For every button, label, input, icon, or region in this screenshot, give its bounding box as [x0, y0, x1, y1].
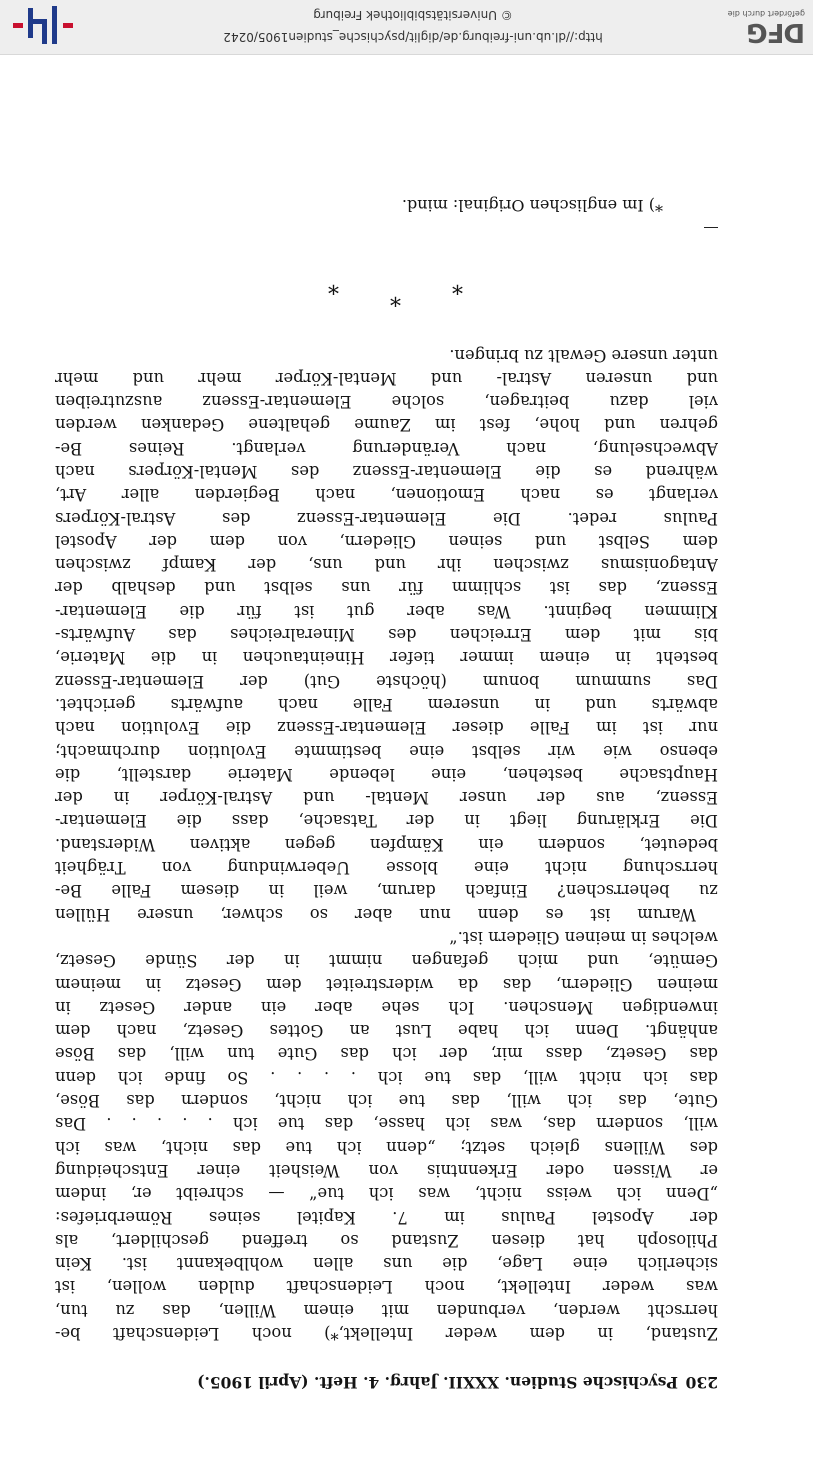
text-line: während es die Elementar-Essenz des Mental-Körpers nach	[55, 462, 718, 482]
text-line: Paulus redet. Die Elementar-Essenz des Astral-Körpers	[55, 508, 718, 528]
text-line: und unseren Astral- und Mental-Körper mehr und mehr	[55, 368, 718, 388]
source-url[interactable]: http://dl.ub.uni-freiburg.de/diglit/psychische_studien1905/0242	[223, 30, 603, 44]
text-line: unter unsere Gewalt zu bringen.	[449, 345, 718, 365]
text-line: des Willens gleich setzt; „denn ich tue das nicht, was ich	[55, 1137, 718, 1157]
text-line: viel dazu beitragen, solche Elementar-Essenz auszutreiben	[55, 392, 718, 412]
text-line: Essenz, das ist schlimm für uns selbst und deshalb der	[55, 578, 718, 598]
text-line: er Wissen oder Erkenntnis von Weisheit einer Entscheidung	[55, 1160, 718, 1180]
footer-text	[133, 4, 693, 48]
text-line: Das summum bonum (höchste Gut) der Elementar-Essenz	[55, 671, 718, 691]
text-line: Abwechselung, nach Veränderung verlangt. Reines Be-	[55, 438, 718, 458]
footnote-rule	[704, 227, 718, 228]
footer-band	[0, 0, 813, 55]
text-line: der Apostel Paulus im 7. Kapitel seines Römerbriefes:	[55, 1207, 718, 1227]
text-line: Die Erklärung liegt in der Tatsache, dass die Elementar-	[55, 811, 718, 831]
text-line: was weder Intellekt, noch Leidenschaft dulden wollen, ist	[55, 1277, 718, 1297]
text-line: sicherlich eine Lage, die uns allen wohlbekannt ist. Kein	[55, 1254, 718, 1274]
ub-freiburg-logo-icon	[7, 4, 77, 48]
text-line: herrschung nicht eine blosse Ueberwindung von Trägheit	[55, 858, 718, 878]
text-line: Essenz, aus der unser Mental- und Astral-Körper in der	[55, 788, 718, 808]
text-line: das Gesetz, dass mir, der ich das Gute tun will, das Böse	[55, 1044, 718, 1064]
dfg-caption: gefördert durch die	[727, 9, 805, 18]
asterisk: *	[452, 272, 463, 297]
text-line: bis mit dem Erreichen des Mineralreiches das Aufwärts-	[55, 625, 718, 645]
text-line: will, sondern das, was ich hasse, das tue ich . . . . . Das	[55, 1114, 718, 1134]
text-line: besteht in einem immer tiefer Hineintauchen in die Materie,	[55, 648, 718, 668]
text-line: Klimmen beginnt. Was aber gut ist für die Elementar-	[55, 601, 718, 621]
text-line: welches in meinen Gliedern ist.“	[449, 927, 718, 947]
page-header	[93, 1368, 718, 1392]
text-line: anhängt. Denn ich habe Lust an Gottes Gesetz, nach dem	[55, 1021, 718, 1041]
footnote: *) Im englischen Original: mind.	[401, 196, 663, 215]
copyright-notice: © Universitätsbibliothek Freiburg	[313, 8, 513, 22]
text-line: ebenso wie wir selbst eine bestimmte Evolution durchmacht;	[55, 741, 718, 761]
body-text	[55, 343, 718, 1345]
text-line: gehren und hohe, fest im Zaume gehaltene Gedanken werden	[55, 415, 718, 435]
asterisk: *	[390, 284, 401, 309]
text-line: verlangt es nach Emotionen, nach Begierden aller Art,	[55, 485, 718, 505]
text-line: „Denn ich weiss nicht, was ich tue“ — schreibt er, indem	[55, 1184, 718, 1204]
text-line: Zustand, in dem weder Intellekt,*) noch Leidenschaft be-	[55, 1324, 718, 1343]
text-line: abwärts und in unserem Falle nach aufwärts gerichtet.	[55, 694, 718, 714]
text-line: nur ist im Falle dieser Elementar-Essenz die Evolution nach	[55, 718, 718, 738]
text-line: meinen Gliedern, das da widerstreitet dem Gesetz in meinem	[55, 974, 718, 994]
asterism	[313, 257, 463, 309]
text-line: Hauptsache bestehen, eine lebende Materie darstellt, die	[55, 764, 718, 784]
text-line: inwendigen Menschen. Ich sehe aber ein ander Gesetz in	[55, 997, 718, 1017]
running-title: Psychische Studien. XXXII. Jahrg. 4. Heft. (April 1905.)	[197, 1373, 678, 1392]
text-line: Gemüte, und mich gefangen nimmt in der Sünde Gesetz,	[55, 951, 718, 971]
text-line: Warum ist es denn nun aber so schwer, unsere Hüllen	[55, 904, 696, 924]
asterisk: *	[328, 272, 339, 297]
text-line: Philosoph hat diesen Zustand so treffend geschildert, als	[55, 1230, 718, 1250]
text-line: dem Selbst und seinen Gliedern, von dem der Apostel	[55, 531, 718, 551]
text-line: herrscht werden, verbunden mit einem Willen, das zu tun,	[55, 1300, 718, 1320]
text-line: bedeutet, sondern ein Kämpfen gegen aktiven Widerstand.	[55, 834, 718, 854]
text-line: Antagonismus zwischen ihr und uns, der Kampf zwischen	[55, 555, 718, 575]
dfg-mark: DFG	[747, 17, 805, 47]
page-number: 230	[685, 1373, 718, 1392]
text-line: Gute, das ich will, das tue ich nicht, sondern das Böse,	[55, 1091, 718, 1111]
text-line: zu beherrschen? Einfach darum, weil in diesem Falle Be-	[55, 881, 718, 901]
dfg-logo	[723, 6, 805, 46]
text-line: das ich nicht will, das tue ich . . . . So finde ich denn	[55, 1067, 718, 1087]
